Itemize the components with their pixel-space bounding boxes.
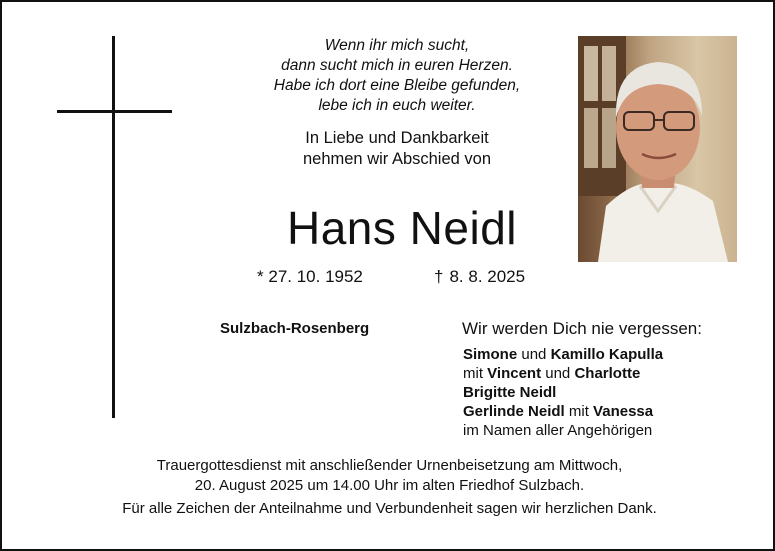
poem — [227, 36, 567, 116]
intro-line: nehmen wir Abschied von — [302, 150, 492, 168]
mourner-line: im Namen aller Angehörigen — [463, 422, 653, 439]
mourner-name: Kamillo Kapulla — [550, 346, 664, 363]
death-date — [434, 267, 525, 287]
mourner-line — [463, 383, 663, 402]
mourner-line — [463, 402, 663, 421]
mourner-name: Simone — [463, 346, 518, 363]
portrait-illustration — [578, 36, 737, 262]
intro-line: In Liebe und Dankbarkeit — [305, 129, 489, 147]
service-line: Trauergottesdienst mit anschließender Urnenbeisetzung am Mittwoch, — [156, 457, 623, 474]
mourner-join: und — [521, 346, 547, 363]
birth-date — [257, 267, 363, 287]
mourner-name: Vincent — [487, 365, 542, 382]
dagger-icon: † — [434, 267, 444, 286]
poem-line: lebe ich in euch weiter. — [318, 97, 476, 114]
mourner-join: und — [545, 365, 571, 382]
service-line: 20. August 2025 um 14.00 Uhr im alten Friedhof Sulzbach. — [194, 477, 585, 494]
mourners-list — [463, 345, 663, 440]
mourner-name: Charlotte — [574, 365, 641, 382]
mourner-name: Gerlinde Neidl — [463, 403, 565, 420]
mourner-prefix: mit — [463, 365, 483, 382]
birth-date-value: 27. 10. 1952 — [268, 267, 363, 286]
funeral-service-info — [42, 456, 737, 496]
poem-line: Wenn ihr mich sucht, — [324, 37, 470, 54]
mourner-join: mit — [568, 403, 589, 420]
cross-bar — [57, 110, 172, 113]
thanks-line: Für alle Zeichen der Anteilnahme und Verbundenheit sagen wir herzlichen Dank. — [122, 500, 657, 517]
death-date-value: 8. 8. 2025 — [449, 267, 526, 286]
cross-icon — [112, 36, 115, 418]
farewell-line: Wir werden Dich nie vergessen: — [462, 319, 702, 338]
portrait-photo — [578, 36, 737, 262]
mourner-name: Brigitte Neidl — [463, 384, 557, 401]
birth-symbol: * — [257, 267, 264, 286]
intro-text — [227, 128, 567, 170]
mourner-name: Vanessa — [593, 403, 654, 420]
poem-line: dann sucht mich in euren Herzen. — [281, 57, 513, 74]
poem-line: Habe ich dort eine Bleibe gefunden, — [273, 77, 521, 94]
place-of-residence: Sulzbach-Rosenberg — [220, 320, 370, 337]
mourner-line — [463, 364, 663, 383]
deceased-name: Hans Neidl — [287, 202, 517, 254]
mourner-line — [463, 345, 663, 364]
